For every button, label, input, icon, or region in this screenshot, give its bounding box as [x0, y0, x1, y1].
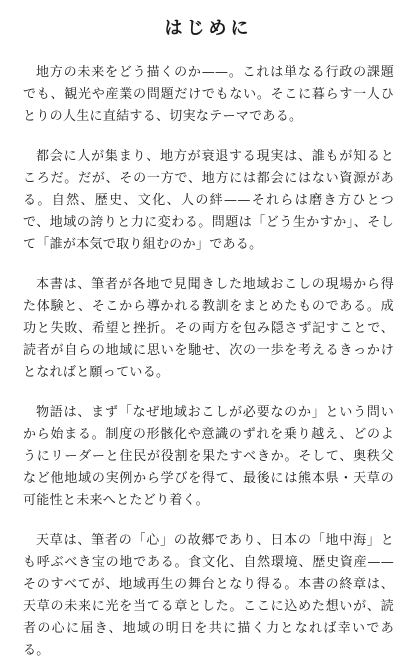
paragraph-5: 天草は、筆者の「心」の故郷であり、日本の「地中海」とも呼ぶべき宝の地である。食文化、自然環境、歴史資産——そのすべてが、地域再生の舞台となり得る。本書の終章は、天草の未来に光を当てる章とした。ここに込めた想いが、読者の心に届き、地域の明日を共に描く力となれば幸いである。 — [23, 533, 394, 658]
paragraph-2: 都会に人が集まり、地方が衰退する現実は、誰もが知るところだ。だが、その一方で、地方には都会にはない資源がある。自然、歴史、文化、人の絆——それらは磨き方ひとつで、地域の誇りと力に変わる。問題は「どう生かすか」、そして「誰が本気で取り組むのか」である。 — [23, 149, 394, 252]
paragraph-1: 地方の未来をどう描くのか——。これは単なる行政の課題でも、観光や産業の問題だけでもない。そこに暮らす一人ひとりの人生に直結する、切実なテーマである。 — [23, 65, 394, 124]
page-title: はじめに — [164, 18, 253, 39]
paragraph-4: 物語は、まず「なぜ地域おこしが必要なのか」という問いから始まる。制度の形骸化や意識のずれを乗り越え、どのようにリーダーと住民が役割を果たすべきか。そして、奥秩父など他地域の実例から学びを得て、最後には熊本県・天草の可能性と未来へとたどり着く。 — [23, 405, 394, 508]
paragraph-3: 本書は、筆者が各地で見聞きした地域おこしの現場から得た体験と、そこから導かれる教訓をまとめたものである。成功と失敗、希望と挫折。その両方を包み隠さず記すことで、読者が自らの地域に思いを馳せ、次の一歩を考えるきっかけとなればと願っている。 — [23, 277, 394, 380]
